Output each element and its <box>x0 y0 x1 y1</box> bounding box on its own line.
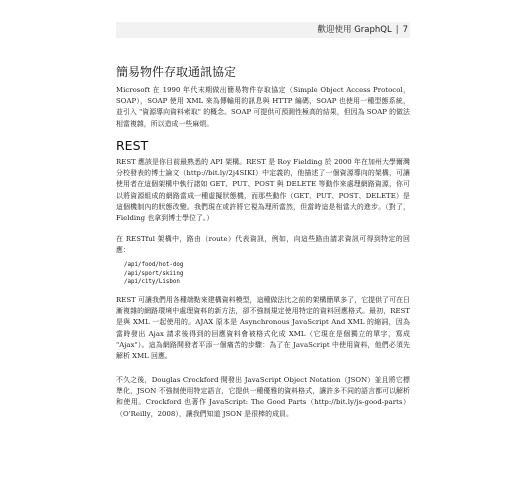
header-separator: | <box>395 25 399 35</box>
soap-section-body <box>116 85 410 130</box>
rest-section-body-3 <box>116 295 410 362</box>
code-line: /api/city/Lisbon <box>124 279 180 286</box>
rest-paragraph-2: 在 RESTful 架構中，路由（route）代表資訊，例如，向這些路由請求資訊可得到特定的回應： <box>116 235 410 255</box>
chapter-title: 歡迎使用 GraphQL <box>317 25 392 35</box>
page-number: 7 <box>402 25 408 35</box>
soap-paragraph: Microsoft 在 1990 年代末期做出簡易物件存取協定（Simple Object Access Protocol，SOAP），SOAP 使用 XML 來為傳輸用的訊息與 HTTP 編碼，SOAP 也使用一種型態系統，並引入 "資源導向資料索取" 的概念。SOAP 可提供可預測性極高的結果，但因為 SOAP 的做法相當複雜，所以造成一些麻煩。 <box>116 86 410 128</box>
code-line: /api/sport/skiing <box>124 270 184 277</box>
code-line: /api/food/hot-dog <box>124 262 184 268</box>
rest-section-body-1 <box>116 157 410 224</box>
running-header <box>318 23 409 37</box>
rest-section <box>116 138 410 154</box>
rest-section-body-4 <box>116 375 410 420</box>
rest-paragraph-4: 不久之後，Douglas Crockford 開發出 JavaScript Object Notation（JSON）並且將它標準化，JSON 不強制使用特定語言，它提供一種優雅的資料格式，讓許多不同的語言都可以解析和使用。Crockford 也著作 JavaScript: The Good Parts（http://bit.ly/js-good-parts）（O'Reilly，2008），讓我們知道 JSON 是很棒的成員。 <box>116 376 410 418</box>
rest-section-title: REST <box>116 138 149 153</box>
soap-section-title: 簡易物件存取通訊協定 <box>116 65 237 79</box>
code-block <box>124 261 418 287</box>
rest-paragraph-1: REST 應該是你目前最熟悉的 API 架構。REST 是 Roy Fielding 於 2000 年在加州大學爾灣分校發表的博士論文（http://bit.ly/2j4SIKI）中定義的，他描述了一個資源導向的架構，可讓使用者在這個架構中執行諸如 GET、PUT、POST 與 DELETE 等動作來處理網路資源，你可以將資源組成的網路當成一種虛擬狀態機，而那些動作（GET、PUT、POST、DELETE）是這個機制內的狀態改變。我們現在或許將它視為理所當然，但當時這是相當大的進步。（對了，Fielding 也拿到博士學位了。） <box>116 158 410 223</box>
soap-section <box>116 64 410 80</box>
rest-paragraph-3: REST 可讓我們用各種端點來建構資料模型，這種做法比之前的架構簡單多了，它提供了可在日漸複雜的網路環境中處理資料的新方法，卻不強制規定使用特定的資料回應格式。最初，REST 是與 XML 一起使用的。AJAX 原本是 Asynchronous JavaScript And XML 的縮詞，因為當時發出 Ajax 請求後得到的回應資料會被格式化成 XML（它現在是個獨立的單字，寫成 "Ajax"）。這為網路開發者平添一個痛苦的步驟：為了在 JavaScript 中使用資料，他們必須先解析 XML 回應。 <box>116 296 410 361</box>
rest-section-body-2 <box>116 234 410 256</box>
